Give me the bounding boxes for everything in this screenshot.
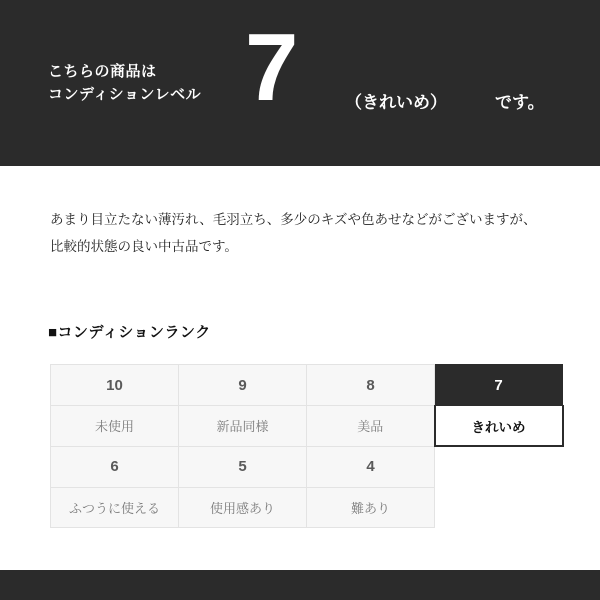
rank-number-6: 6 xyxy=(51,446,179,487)
section-title-condition-rank: ■コンディションランク xyxy=(48,324,211,341)
rank-number-4: 4 xyxy=(307,446,435,487)
table-row xyxy=(51,365,563,406)
table-row xyxy=(51,446,563,487)
header-text-block xyxy=(48,60,201,107)
rank-label-9: 新品同様 xyxy=(179,406,307,447)
card-body xyxy=(0,166,600,570)
header-suffix: です。 xyxy=(495,93,545,112)
footer-strip xyxy=(0,570,600,600)
header-line-2: コンディションレベル xyxy=(48,86,202,103)
rank-label-6: ふつうに使える xyxy=(51,487,179,527)
rank-label-10: 未使用 xyxy=(51,406,179,447)
rank-number-5: 5 xyxy=(179,446,307,487)
header-line-1: こちらの商品は xyxy=(48,62,157,80)
rank-number-7-selected: 7 xyxy=(435,365,563,406)
rank-number-9: 9 xyxy=(179,365,307,406)
rank-cell-empty xyxy=(435,446,563,487)
rank-number-10: 10 xyxy=(51,365,179,406)
card-header xyxy=(0,0,600,166)
table-row xyxy=(51,406,563,447)
rank-label-8: 美品 xyxy=(307,406,435,447)
table-row xyxy=(51,487,563,527)
rank-label-7-selected: きれいめ xyxy=(435,406,563,447)
rank-number-8: 8 xyxy=(307,365,435,406)
rank-label-4: 難あり xyxy=(307,487,435,527)
condition-description: あまり目立たない薄汚れ、毛羽立ち、多少のキズや色あせなどがございますが、比較的状態の良い中古品です。 xyxy=(50,212,537,254)
condition-level-number: 7 xyxy=(245,14,299,121)
rank-cell-empty xyxy=(435,487,563,527)
condition-rank-table xyxy=(50,364,564,528)
rank-label-5: 使用感あり xyxy=(179,487,307,527)
condition-level-name: （きれいめ） xyxy=(345,93,447,112)
